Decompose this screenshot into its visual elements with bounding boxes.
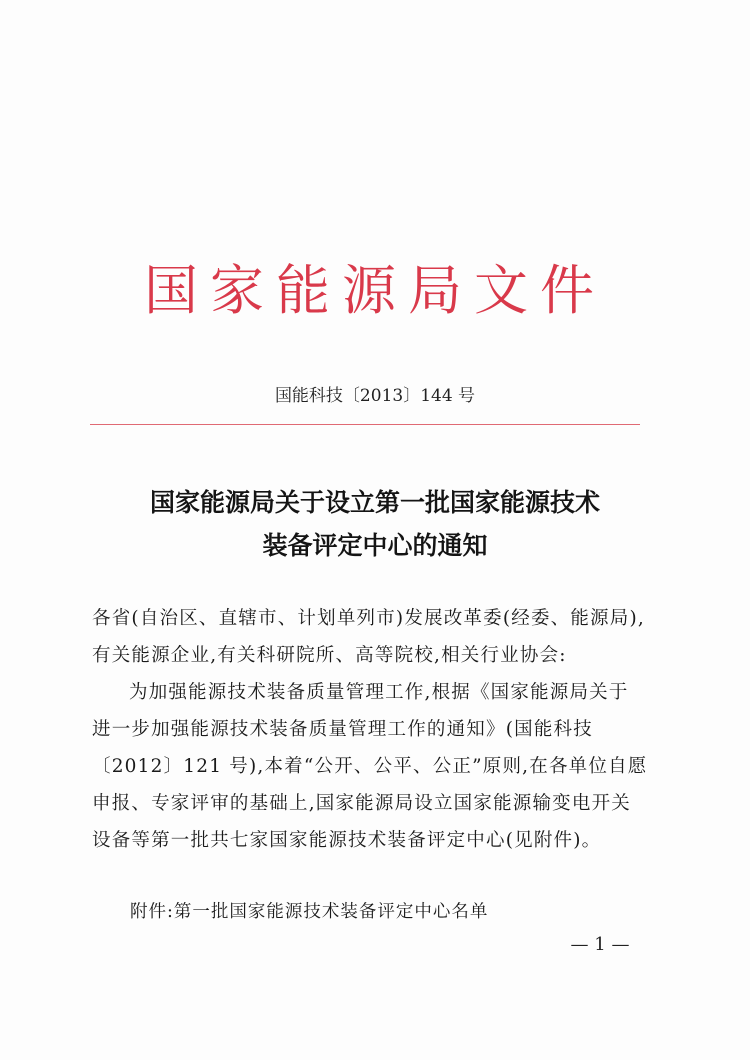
recipients-paragraph: 各省(自治区、直辖市、计划单列市)发展改革委(经委、能源局),有关能源企业,有关科研院所、高等院校,相关行业协会: <box>92 608 645 666</box>
notice-title-line-1: 国家能源局关于设立第一批国家能源技术 <box>149 488 600 517</box>
notice-title-line-2: 装备评定中心的通知 <box>262 531 488 560</box>
notice-title <box>0 481 750 567</box>
red-divider-line <box>90 424 640 425</box>
document-header-title: 国家能源局文件 <box>144 259 606 322</box>
main-paragraph: 为加强能源技术装备质量管理工作,根据《国家能源局关于进一步加强能源技术装备质量管理工作的通知》(国能科技〔2012〕121 号),本着“公开、公平、公正”原则,在各单位自愿申报、专家评审的基础上,国家能源局设立国家能源输变电开关设备等第一批共七家国家能源技术装备评定中心(见附件)。 <box>92 682 648 851</box>
page-number: — 1 — <box>570 934 630 955</box>
attachment-line: 附件:第一批国家能源技术装备评定中心名单 <box>130 902 489 922</box>
document-number: 国能科技〔2013〕144 号 <box>274 386 476 406</box>
notice-body <box>92 600 648 859</box>
